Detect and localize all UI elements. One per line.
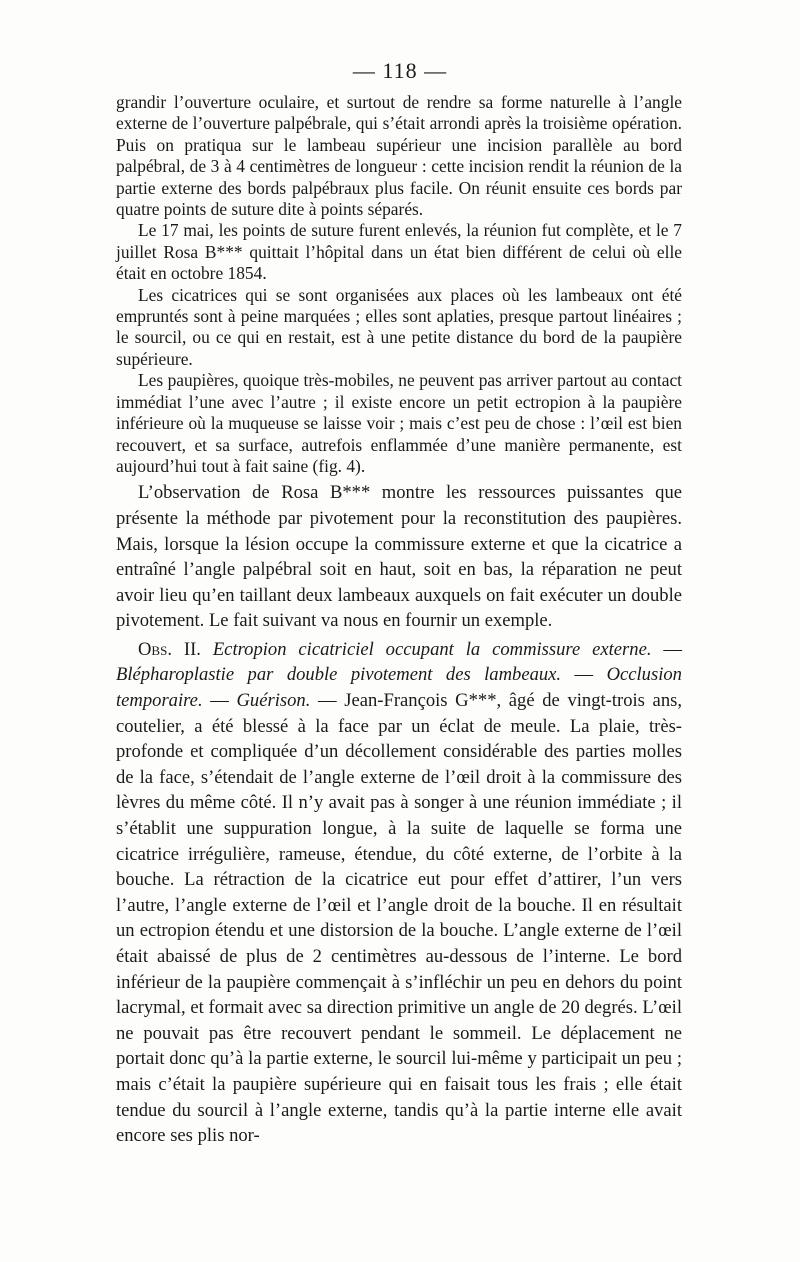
separator: —	[663, 638, 682, 660]
page-number: — 118 —	[352, 58, 448, 83]
separator: —	[210, 690, 229, 712]
paragraph-eyelids: Les paupières, quoique très-mobiles, ne peuvent pas arriver partout au contact immédiat l’une avec l’autre ; il existe encore un petit ectropion à la paupière inférieure où la muqueuse se laisse voir ; mais c’est peu de chose : l’œil est bien recouvert, et sa surface, autrefois enflammée d’une manière permanente, est aujourd’hui tout à fait saine (fig. 4).	[116, 370, 682, 476]
paragraph-method: L’observation de Rosa B*** montre les ressources puissantes que présente la méthode par pivotement pour la reconstitution des paupières. Mais, lorsque la lésion occupe la commissure externe et que la cicatrice a entraîné l’angle palpébral soit en haut, soit en bas, la réparation ne peut avoir lieu qu’en taillant deux lambeaux auxquels on fait exécuter un double pivotement. Le fait suivant va nous en fournir un exemple.	[116, 482, 682, 632]
observation-title-4: Guérison.	[236, 690, 311, 712]
paragraph-continuation: grandir l’ouverture oculaire, et surtout de rendre sa forme naturelle à l’angle externe de l’ouverture palpébrale, qui s’était arrondi après la troisième opération. Puis on pratiqua sur le lambeau supérieur une incision parallèle au bord palpébral, de 3 à 4 centimètres de longueur : cette incision rendit la réunion de la partie externe des bords palpébraux plus facile. On réunit ensuite ces bords par quatre points de suture dite à points séparés.	[116, 92, 682, 220]
observation-paragraph	[116, 637, 682, 1149]
observation-label: Obs. II.	[138, 638, 201, 660]
text-column	[116, 92, 682, 1149]
separator: —	[318, 690, 337, 712]
observation-body: Jean-François G***, âgé de vingt-trois ans, coutelier, a été blessé à la face par un éclat de meule. La plaie, très-profonde et compliquée d’un décollement considérable des parties molles de la face, s’étendait de l’angle externe de l’œil droit à la commissure des lèvres du même côté. Il n’y avait pas à songer à une réunion immédiate ; il s’établit une suppuration longue, à la suite de laquelle se forma une cicatrice irrégulière, rameuse, étendue, du côté externe, de l’orbite à la bouche. La rétraction de la cicatrice eut pour effet d’attirer, l’un vers l’autre, l’angle externe de l’œil et l’angle droit de la bouche. Il en résultait un ectropion étendu et une distorsion de la bouche. L’angle externe de l’œil était abaissé de plus de 2 centimètres au-dessous de l’interne. Le bord inférieur de la paupière commençait à s’infléchir un peu en dehors du point lacrymal, et formait avec sa direction primitive un angle de 20 degrés. L’œil ne pouvait pas être recouvert pendant le sommeil. Le déplacement ne portait donc qu’à la partie externe, le sourcil lui-même y participait un peu ; mais c’était la paupière supérieure qui en faisait tous les frais ; elle était tendue du sourcil à l’angle externe, tandis qu’à la partie interne elle avait encore ses plis nor-	[116, 690, 682, 1147]
paragraph-scars: Les cicatrices qui se sont organisées aux places où les lambeaux ont été empruntés sont à peine marquées ; elles sont aplaties, presque partout linéaires ; le sourcil, ou ce qui en restait, est à une petite distance du bord de la paupière supérieure.	[116, 284, 682, 369]
separator: —	[574, 664, 594, 686]
paragraph-suture-removal: Le 17 mai, les points de suture furent enlevés, la réunion fut complète, et le 7 juillet Rosa B*** quittait l’hôpital dans un état bien différent de celui où elle était en octobre 1854.	[116, 220, 682, 284]
observation-title-1: Ectropion cicatriciel occupant la commissure externe.	[212, 638, 652, 660]
observation-title-2: Blépharoplastie par double pivotement des lambeaux.	[116, 664, 562, 686]
observation-title-3: Occlusion temporaire.	[116, 664, 682, 712]
